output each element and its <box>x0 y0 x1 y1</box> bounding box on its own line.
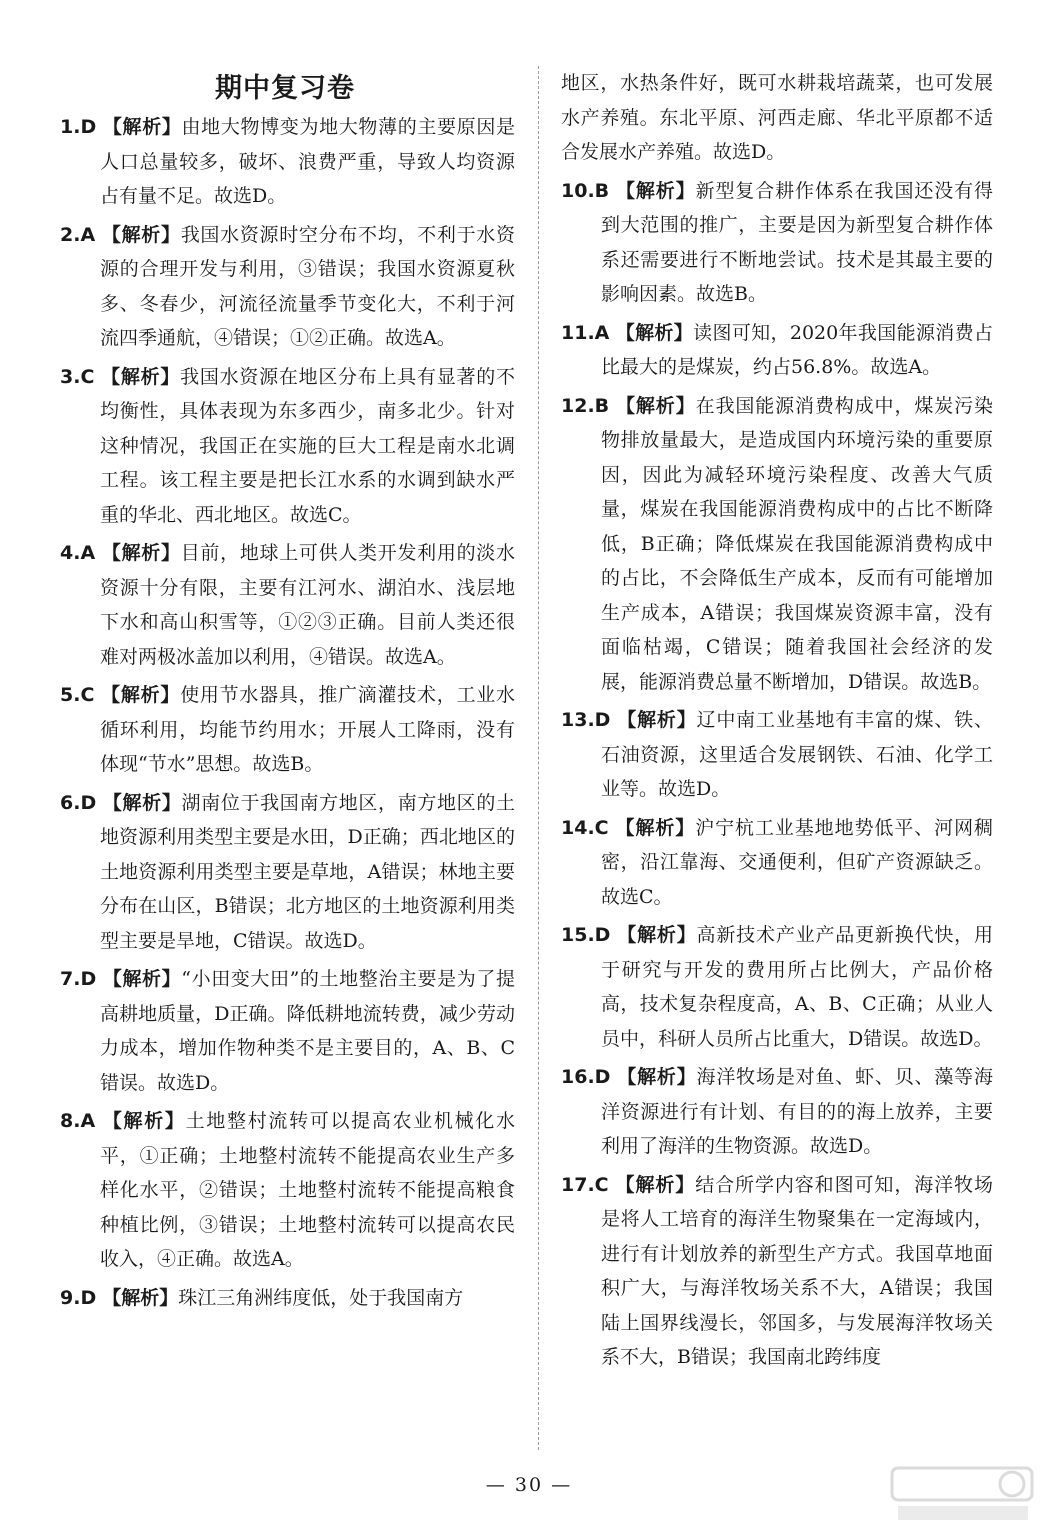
analysis-tag: 【解析】 <box>615 394 696 417</box>
analysis-text: 我国水资源在地区分布上具有显著的不均衡性，具体表现为东多西少，南多北少。针对这种情况，我国正在实施的巨大工程是南水北调工程。该工程主要是把长江水系的水调到缺水严重的华北、西北地区。故选C。 <box>100 365 515 526</box>
answer-item <box>60 678 515 782</box>
answer-item <box>60 360 515 533</box>
analysis-tag: 【解析】 <box>102 1286 179 1309</box>
answer-item <box>561 1168 993 1375</box>
answer-item <box>561 389 993 700</box>
answer-letter: D <box>594 924 611 946</box>
answer-item <box>60 536 515 674</box>
analysis-text: 我国水资源时空分布不均，不利于水资源的合理开发与利用，③错误；我国水资源夏秋多、冬春少，河流径流量季节变化大，不利于河流四季通航，④错误；①②正确。故选A。 <box>100 223 515 349</box>
question-number: 3. <box>60 365 81 388</box>
question-number: 15. <box>561 924 595 946</box>
question-number: 5. <box>60 684 81 706</box>
answer-letter: A <box>80 223 96 246</box>
answer-letter: C <box>80 365 95 388</box>
page-number: — 30 — <box>485 1474 573 1496</box>
question-number: 1. <box>60 116 81 138</box>
analysis-tag: 【解析】 <box>615 321 694 344</box>
analysis-tag: 【解析】 <box>102 791 182 814</box>
analysis-tag: 【解析】 <box>615 179 696 202</box>
right-column <box>561 66 993 1379</box>
question-number: 8. <box>60 1110 81 1132</box>
answer-item <box>561 316 993 385</box>
answer-item <box>561 811 993 915</box>
question-number: 16. <box>561 1066 595 1088</box>
answer-letter: D <box>594 709 611 731</box>
analysis-tag: 【解析】 <box>102 116 182 138</box>
question-number: 17. <box>561 1173 595 1196</box>
answer-letter: A <box>80 1110 96 1132</box>
question-number: 2. <box>60 223 81 246</box>
answer-letter: D <box>80 968 97 990</box>
question-number: 11. <box>561 321 595 344</box>
left-column <box>60 110 515 1319</box>
page-title: 期中复习卷 <box>215 73 355 104</box>
analysis-tag: 【解析】 <box>616 709 697 731</box>
analysis-text: 珠江三角洲纬度低，处于我国南方 <box>178 1286 464 1309</box>
analysis-tag: 【解析】 <box>616 924 697 946</box>
answer-letter: A <box>80 542 96 564</box>
answer-item <box>561 1060 993 1164</box>
analysis-tag: 【解析】 <box>614 1173 696 1196</box>
answer-letter: C <box>594 1173 609 1196</box>
analysis-text: 新型复合耕作体系在我国还没有得到大范围的推广，主要是因为新型复合耕作体系还需要进行不断地尝试。技术是其最主要的影响因素。故选B。 <box>601 179 993 305</box>
analysis-tag: 【解析】 <box>100 365 181 388</box>
analysis-tag: 【解析】 <box>100 684 181 706</box>
answer-item <box>561 174 993 312</box>
analysis-text: 海洋牧场是对鱼、虾、贝、藻等海洋资源进行有计划、有目的的海上放养，主要利用了海洋的生物资源。故选D。 <box>601 1066 993 1157</box>
question-number: 10. <box>561 179 595 202</box>
analysis-text: 目前，地球上可供人类开发利用的淡水资源十分有限，主要有江河水、湖泊水、浅层地下水和高山积雪等，①②③正确。目前人类还很难对两极冰盖加以利用，④错误。故选A。 <box>100 542 515 668</box>
analysis-text: 湖南位于我国南方地区，南方地区的土地资源利用类型主要是水田，D正确；西北地区的土地资源利用类型主要是草地，A错误；林地主要分布在山区，B错误；北方地区的土地资源利用类型主要是旱地，C错误。故选D。 <box>100 791 515 952</box>
question-number: 12. <box>561 394 595 417</box>
answer-item <box>60 218 515 356</box>
analysis-text: 结合所学内容和图可知，海洋牧场是将人工培育的海洋生物聚集在一定海域内，进行有计划放养的新型生产方式。我国草地面积广大，与海洋牧场关系不大，A错误；我国陆上国界线漫长，邻国多，与发展海洋牧场关系不大，B错误；我国南北跨纬度 <box>601 1173 993 1368</box>
watermark-logo <box>888 1462 1038 1526</box>
question-number: 7. <box>60 968 81 990</box>
answer-item <box>561 918 993 1056</box>
answer-item <box>60 1104 515 1277</box>
answer-letter: D <box>594 1066 611 1088</box>
answer-letter: D <box>80 116 97 138</box>
question-number: 6. <box>60 791 81 814</box>
answer-letter: C <box>80 684 95 706</box>
answer-letter: D <box>80 1286 97 1309</box>
answer-letter: B <box>594 394 610 417</box>
answer-letter: B <box>594 179 610 202</box>
analysis-tag: 【解析】 <box>101 542 181 564</box>
analysis-tag: 【解析】 <box>616 1066 697 1088</box>
analysis-text: 由地大物博变为地大物薄的主要原因是人口总量较多，破坏、浪费严重，导致人均资源占有量不足。故选D。 <box>100 116 515 207</box>
answer-letter: D <box>80 791 97 814</box>
analysis-text: 高新技术产业产品更新换代快，用于研究与开发的费用所占比例大，产品价格高，技术复杂程度高，A、B、C正确；从业人员中，科研人员所占比重大，D错误。故选D。 <box>601 924 993 1050</box>
question-number: 9. <box>60 1286 81 1309</box>
analysis-text: 沪宁杭工业基地地势低平、河网稠密，沿江靠海、交通便利，但矿产资源缺乏。故选C。 <box>601 816 993 908</box>
answer-item <box>60 1281 515 1316</box>
question-number: 14. <box>561 816 595 839</box>
analysis-tag: 【解析】 <box>101 1110 186 1132</box>
answer-letter: C <box>594 816 609 839</box>
analysis-tag: 【解析】 <box>614 816 696 839</box>
question-number: 13. <box>561 709 595 731</box>
answer-item <box>60 786 515 959</box>
analysis-text: “小田变大田”的土地整治主要是为了提高耕地质量，D正确。降低耕地流转费，减少劳动力成本，增加作物种类不是主要目的，A、B、C错误。故选D。 <box>100 968 515 1094</box>
answer-letter: A <box>594 321 610 344</box>
answer-item <box>60 110 515 214</box>
analysis-text: 读图可知，2020年我国能源消费占比最大的是煤炭，约占56.8%。故选A。 <box>601 321 993 378</box>
analysis-text: 土地整村流转可以提高农业机械化水平，①正确；土地整村流转不能提高农业生产多样化水平，②错误；土地整村流转不能提高粮食种植比例，③错误；土地整村流转可以提高农民收入，④正确。故选A。 <box>100 1110 515 1270</box>
analysis-tag: 【解析】 <box>102 968 182 990</box>
answer-item <box>561 703 993 807</box>
analysis-text: 在我国能源消费构成中，煤炭污染物排放量最大，是造成国内环境污染的重要原因，因此为减轻环境污染程度、改善大气质量，煤炭在我国能源消费构成中的占比不断降低，B正确；降低煤炭在我国能源消费构成中的占比，不会降低生产成本，反而有可能增加生产成本，A错误；我国煤炭资源丰富，没有面临枯竭，C错误；随着我国社会经济的发展，能源消费总量不断增加，D错误。故选B。 <box>601 394 993 693</box>
analysis-tag: 【解析】 <box>101 223 181 246</box>
question-number: 4. <box>60 542 81 564</box>
analysis-text: 辽中南工业基地有丰富的煤、铁、石油资源，这里适合发展钢铁、石油、化学工业等。故选D。 <box>601 709 993 800</box>
answer-item <box>60 962 515 1100</box>
continued-answer-text: 地区，水热条件好，既可水耕栽培蔬菜，也可发展水产养殖。东北平原、河西走廊、华北平原都不适合发展水产养殖。故选D。 <box>561 72 993 163</box>
analysis-text: 使用节水器具，推广滴灌技术，工业水循环利用，均能节约用水；开展人工降雨，没有体现“节水”思想。故选B。 <box>100 684 515 775</box>
column-divider <box>538 66 539 1450</box>
